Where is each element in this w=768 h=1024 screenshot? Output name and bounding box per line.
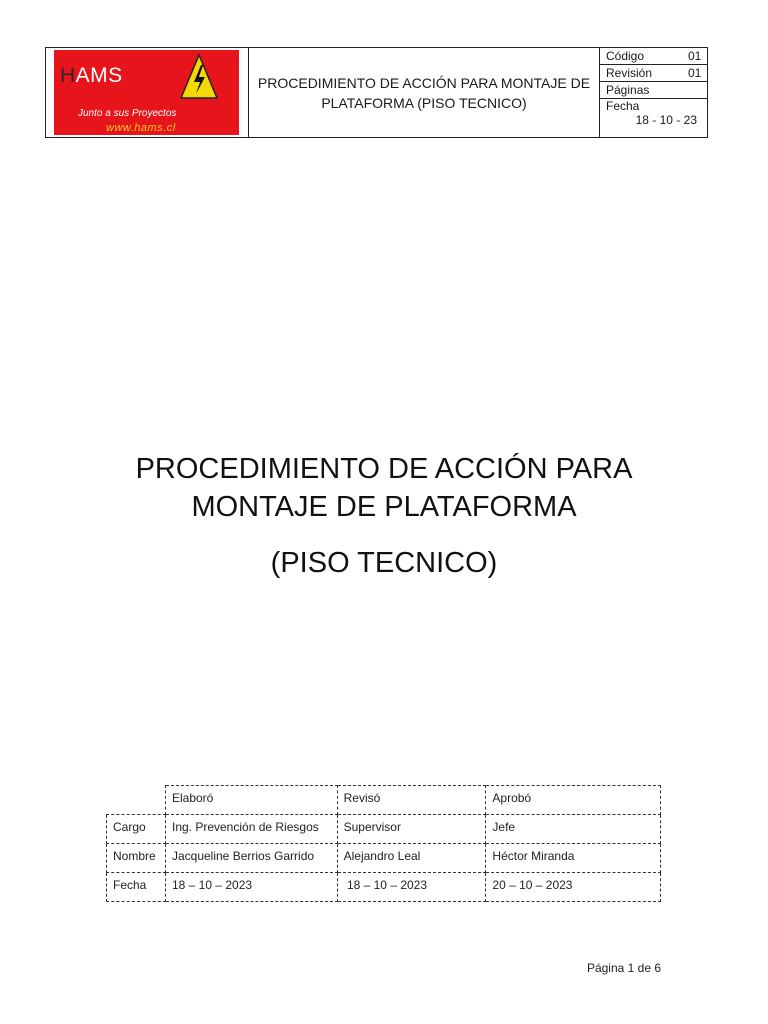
meta-revision-label: Revisión [606, 66, 653, 80]
cargo-aprobo: Jefe [486, 815, 661, 844]
table-row [107, 815, 661, 844]
fecha-reviso: 18 – 10 – 2023 [337, 873, 486, 902]
cargo-elaboro: Ing. Prevención de Riesgos [165, 815, 337, 844]
document-header [45, 47, 708, 138]
meta-codigo-value: 01 [688, 49, 702, 63]
approval-header-aprobo: Aprobó [486, 786, 661, 815]
table-row [107, 873, 661, 902]
header-title: PROCEDIMIENTO DE ACCIÓN PARA MONTAJE DE PLATAFORMA (PISO TECNICO) [249, 48, 600, 137]
lightning-bolt-icon [180, 53, 218, 101]
title-line-1: PROCEDIMIENTO DE ACCIÓN PARA [135, 453, 633, 485]
meta-revision-value: 01 [688, 66, 702, 80]
nombre-aprobo: Héctor Miranda [486, 844, 661, 873]
document-meta [600, 48, 707, 137]
row-label-cargo: Cargo [107, 815, 166, 844]
meta-fecha [600, 99, 707, 137]
row-label-nombre: Nombre [107, 844, 166, 873]
row-label-fecha: Fecha [107, 873, 166, 902]
approval-header-row [107, 786, 661, 815]
logo-tagline: Junto a sus Proyectos [78, 108, 177, 119]
approval-header-corner [107, 786, 166, 815]
meta-fecha-label: Fecha [606, 99, 640, 113]
title-line-2: MONTAJE DE PLATAFORMA [191, 491, 577, 523]
nombre-elaboro: Jacqueline Berrios Garrido [165, 844, 337, 873]
meta-codigo [600, 48, 707, 65]
logo-url: www.hams.cl [106, 122, 176, 134]
logo-wordmark [60, 64, 123, 88]
title-line-3: (PISO TECNICO) [270, 547, 498, 579]
meta-paginas [600, 82, 707, 99]
document-title [0, 450, 768, 582]
meta-fecha-value: 18 - 10 - 23 [635, 113, 697, 127]
logo-name: AMS [75, 64, 123, 87]
meta-codigo-label: Código [606, 49, 645, 63]
fecha-elaboro: 18 – 10 – 2023 [165, 873, 337, 902]
fecha-aprobo: 20 – 10 – 2023 [486, 873, 661, 902]
nombre-reviso: Alejandro Leal [337, 844, 486, 873]
company-logo [54, 50, 239, 135]
logo-initial: H [60, 64, 76, 87]
cargo-reviso: Supervisor [337, 815, 486, 844]
meta-paginas-label: Páginas [606, 83, 650, 97]
table-row [107, 844, 661, 873]
approval-header-elaboro: Elaboró [165, 786, 337, 815]
approval-header-reviso: Revisó [337, 786, 486, 815]
meta-revision [600, 65, 707, 82]
approval-table [106, 785, 661, 902]
logo-cell [46, 48, 249, 137]
page-number: Página 1 de 6 [586, 961, 661, 975]
